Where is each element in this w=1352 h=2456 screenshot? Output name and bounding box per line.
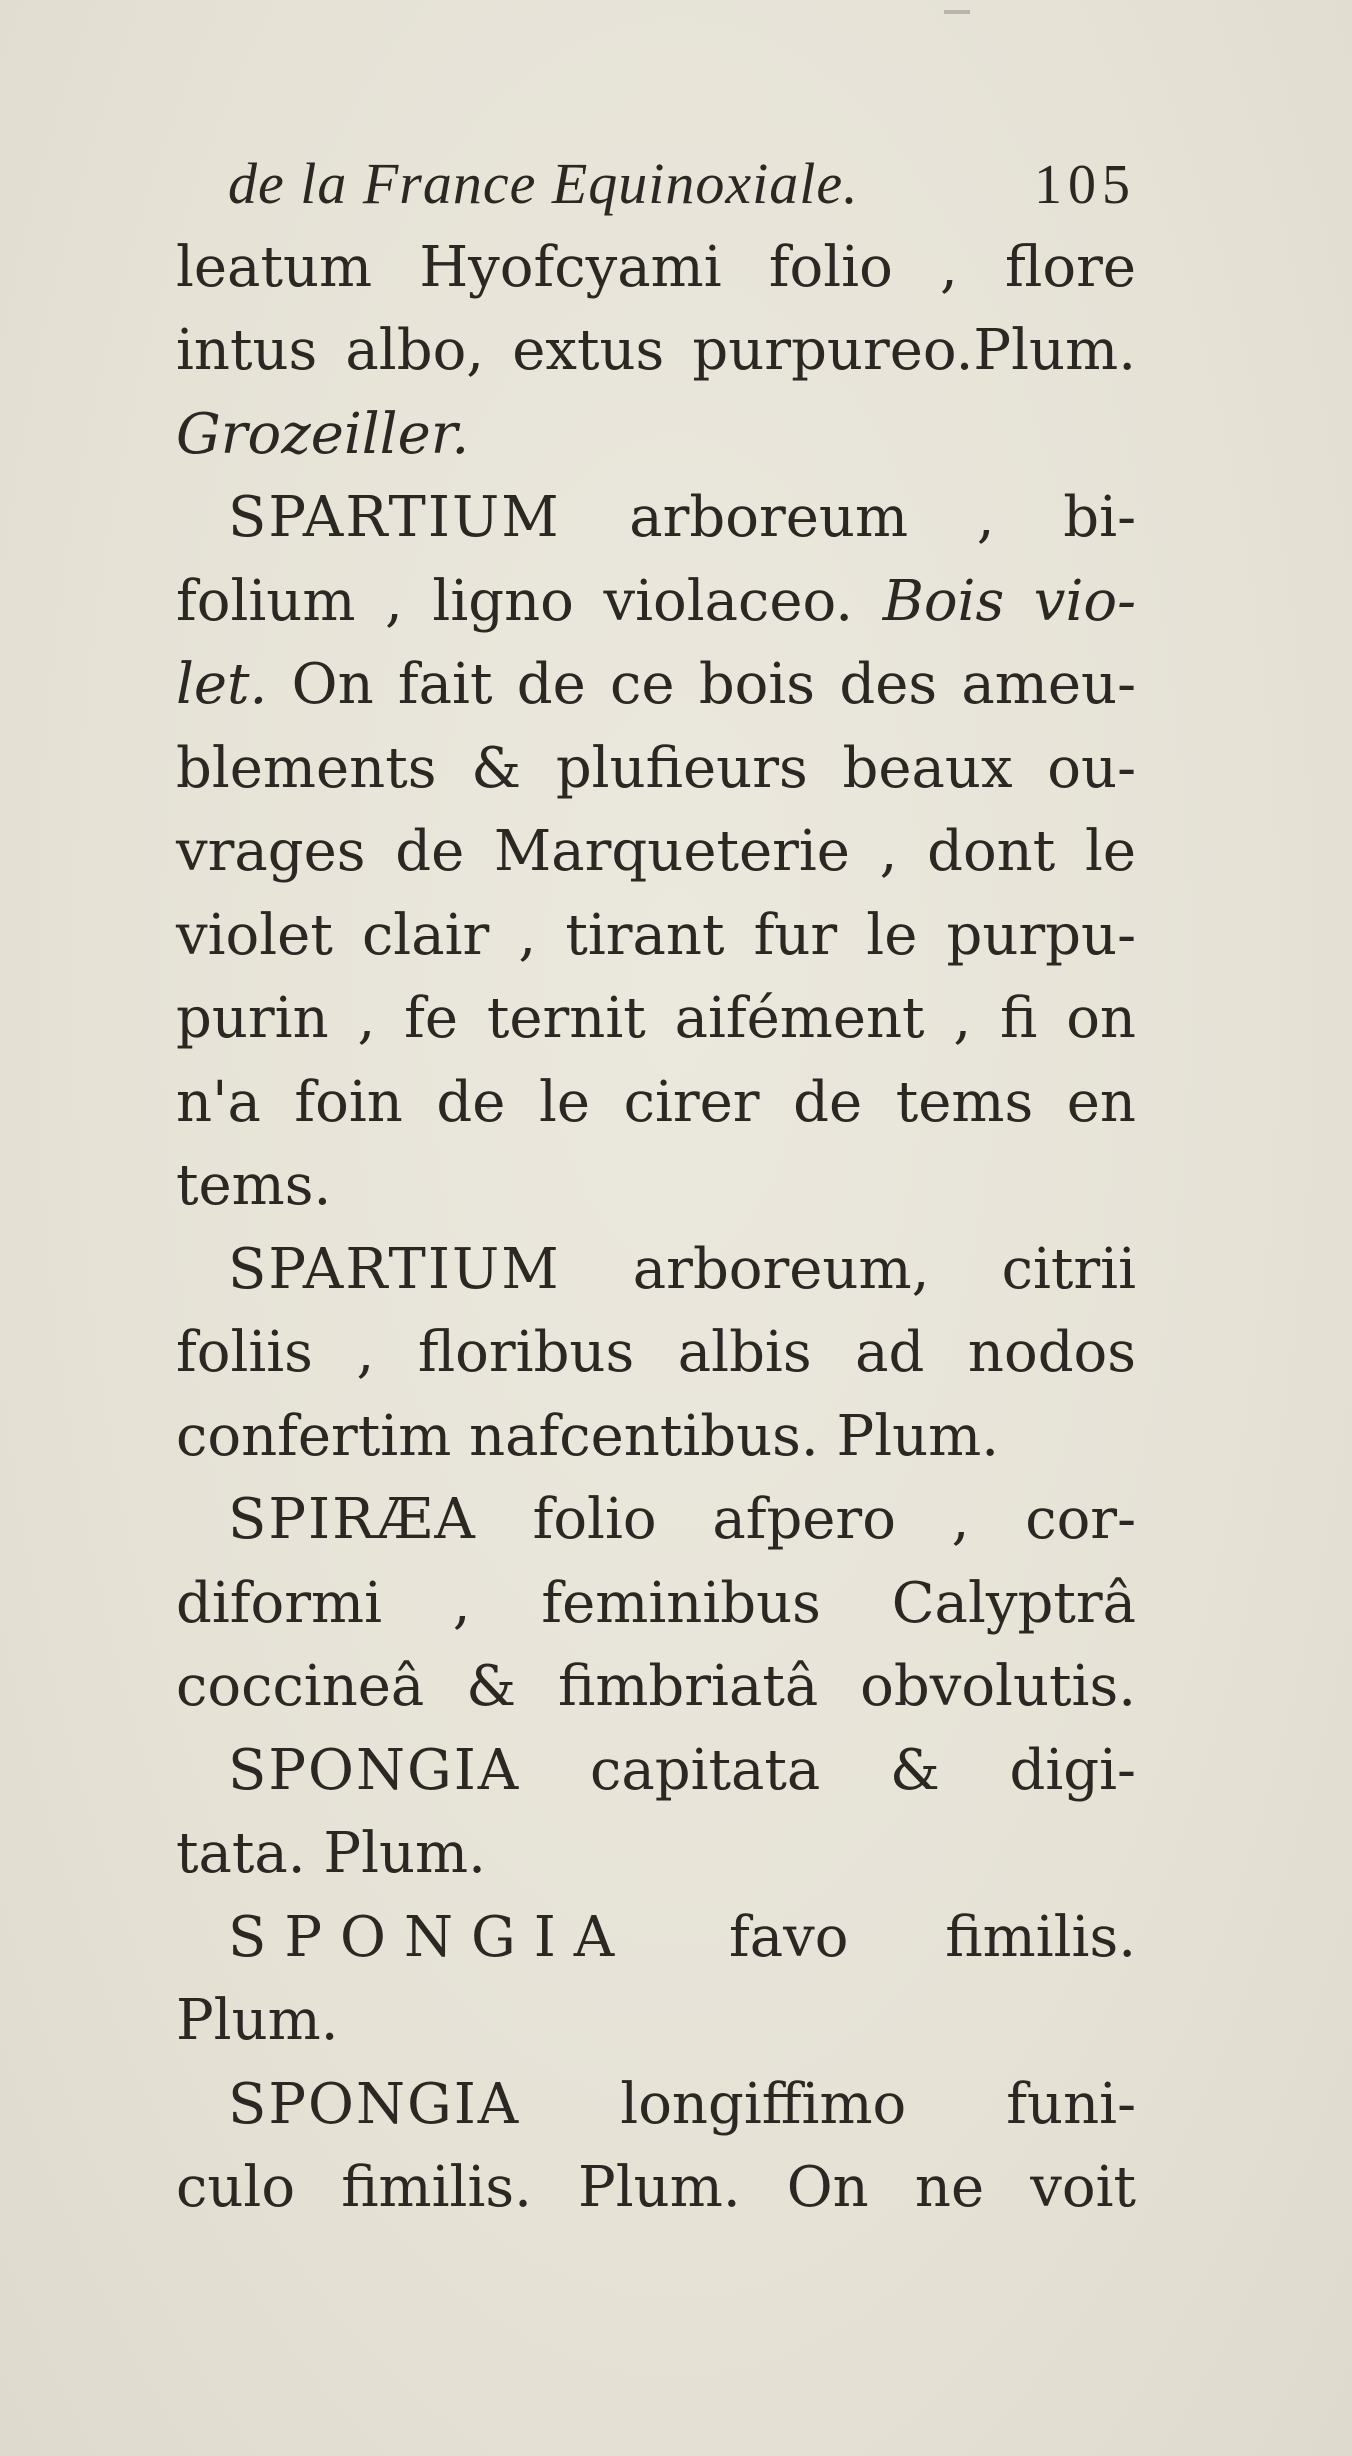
entry-line — [176, 1228, 1136, 1312]
italic-term: Bois vio- — [882, 568, 1136, 634]
running-title: de la France Equinoxiale. — [228, 151, 859, 216]
entry-heading: SPARTIUM — [228, 1236, 561, 1302]
text-run: arboreum, citrii — [632, 1236, 1136, 1302]
page-text — [176, 142, 1136, 2230]
text-line: purin , fe ternit aifément , fi on — [176, 986, 1136, 1051]
text-run: longiffimo funi- — [620, 2071, 1136, 2137]
text-line: confertim nafcentibus. Plum. — [176, 1403, 1000, 1469]
page-number: 105 — [1034, 154, 1136, 216]
text-line: leatum Hyofcyami folio , flore — [176, 234, 1136, 300]
italic-term: let. — [176, 652, 268, 717]
text-line: intus albo, extus purpureo.Plum. — [176, 318, 1136, 383]
text-line — [176, 643, 1136, 727]
text-run: arboreum , bi- — [629, 485, 1136, 550]
text-line: violet clair , tirant fur le purpu- — [176, 902, 1136, 968]
text-run: folium , ligno violaceo. — [176, 568, 854, 634]
text-line: n'a foin de le cirer de tems en — [176, 1069, 1136, 1135]
text-line — [176, 393, 1136, 477]
text-line: diformi , feminibus Calyptrâ — [176, 1570, 1136, 1636]
entry-heading: SPONGIA — [228, 1737, 521, 1803]
italic-term: Grozeiller. — [176, 401, 470, 467]
running-header — [176, 142, 1136, 226]
text-line: Plum. — [176, 1988, 339, 2053]
text-line: tems. — [176, 1153, 332, 1218]
text-line: foliis , floribus albis ad nodos — [176, 1320, 1136, 1385]
text-run: folio afpero , cor- — [532, 1487, 1136, 1552]
text-line: vrages de Marqueterie , dont le — [176, 819, 1136, 884]
entry-heading: SPONGIA — [228, 2071, 521, 2137]
entry-heading: SPONGIA — [228, 1904, 633, 1970]
entry-line — [176, 1478, 1136, 1562]
text-line: culo fimilis. Plum. On ne voit — [176, 2155, 1136, 2220]
text-run: capitata & digi- — [589, 1737, 1136, 1803]
entry-line — [176, 476, 1136, 560]
text-line: coccineâ & fimbriatâ obvolutis. — [176, 1654, 1136, 1719]
text-line — [176, 560, 1136, 644]
paper-speck — [944, 10, 970, 14]
entry-heading: SPIRÆA — [228, 1487, 477, 1552]
text-line: tata. Plum. — [176, 1821, 486, 1886]
entry-line — [176, 1896, 1136, 1980]
text-line: blements & plufieurs beaux ou- — [176, 735, 1136, 801]
entry-heading: SPARTIUM — [228, 485, 561, 550]
text-run: On fait de ce bois des ameu- — [291, 652, 1136, 717]
text-run: favo fimilis. — [729, 1904, 1136, 1970]
entry-line — [176, 2063, 1136, 2147]
entry-line — [176, 1729, 1136, 1813]
